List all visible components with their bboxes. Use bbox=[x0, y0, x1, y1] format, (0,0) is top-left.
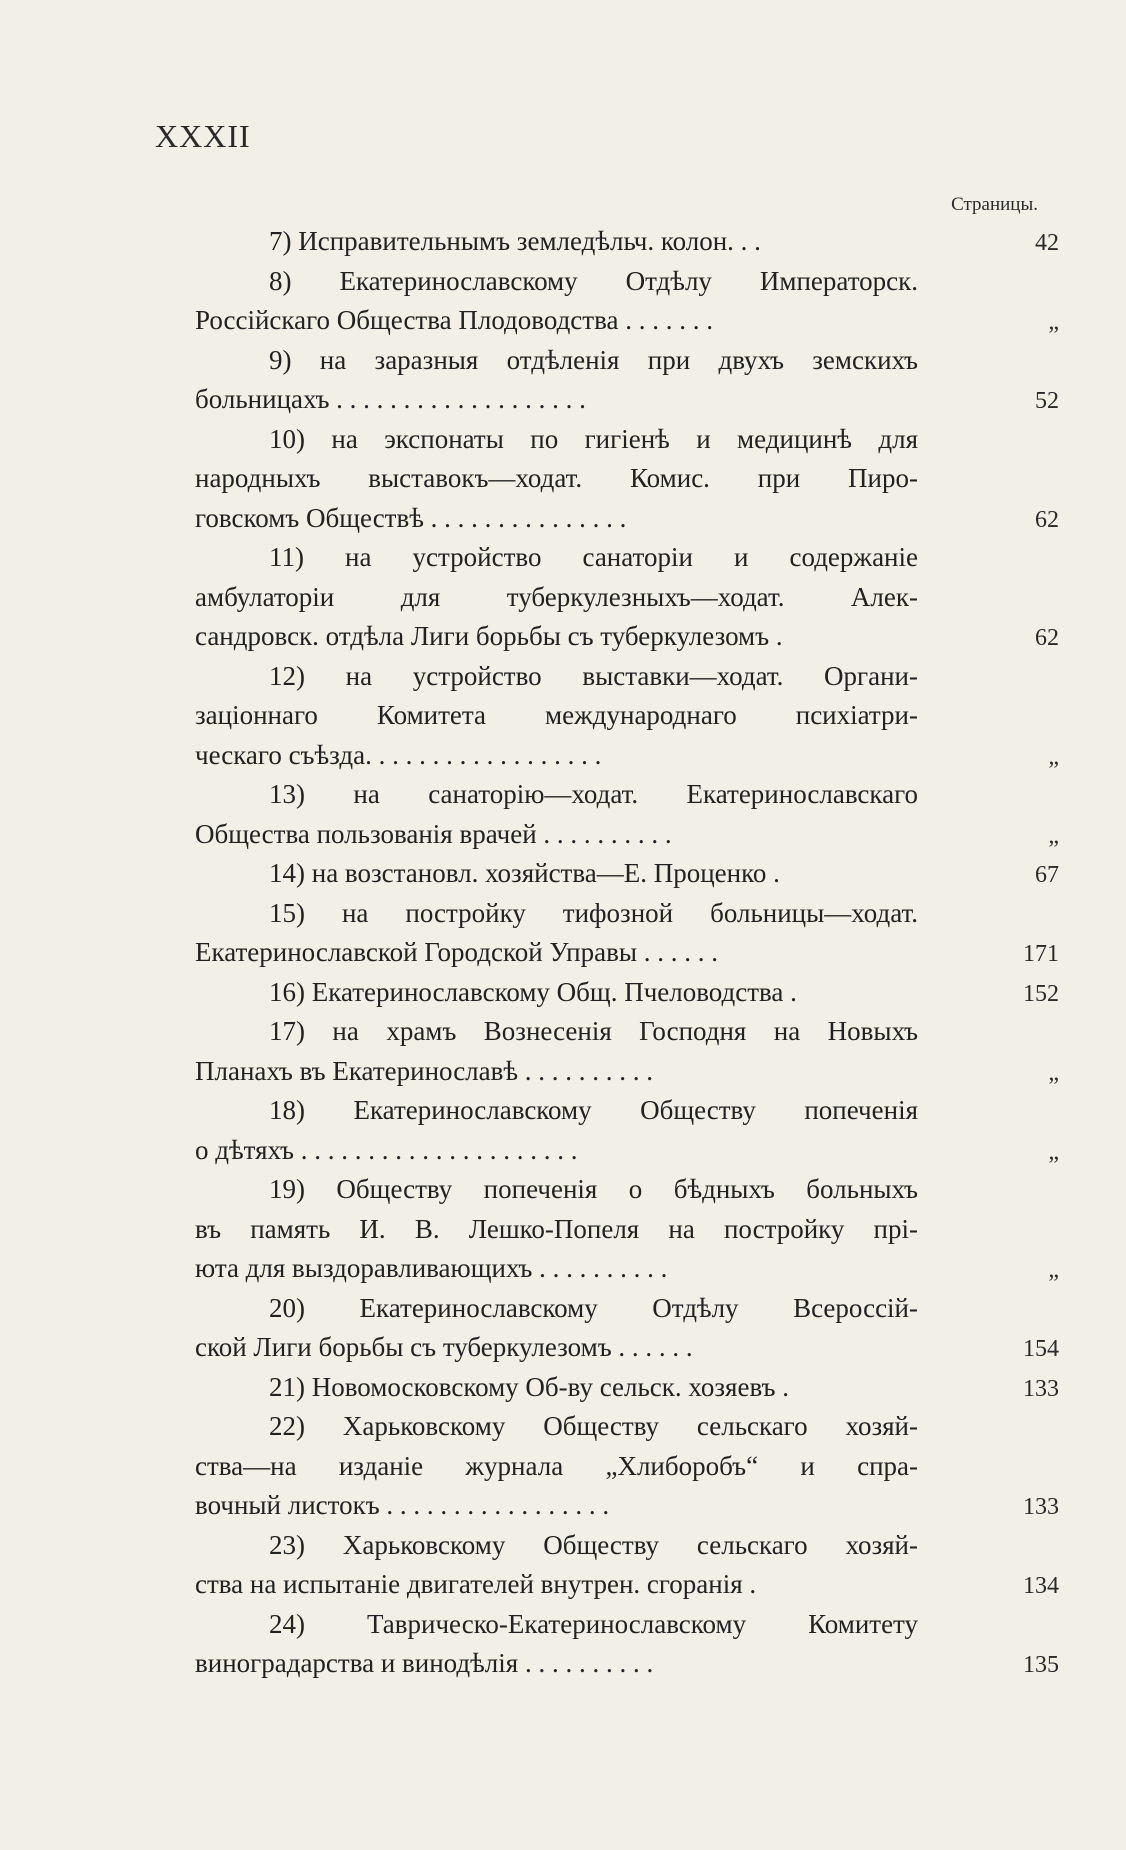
entry-text: 22) Харьковскому Обществу сельскаго хозяй- bbox=[269, 1411, 918, 1441]
page-reference: 52 bbox=[1035, 388, 1059, 414]
pages-column-header: Страницы. bbox=[951, 194, 1038, 215]
index-entry-line bbox=[195, 266, 1059, 306]
entry-text: о дѣтяхъ . . . . . . . . . . . . . . . . . . . . . bbox=[195, 1134, 578, 1165]
entry-text: 14) на возстановл. хозяйства—Е. Проценко . bbox=[269, 858, 780, 888]
index-entry-line bbox=[195, 1490, 1059, 1530]
index-entry-line bbox=[195, 1372, 1059, 1412]
index-entry-line bbox=[195, 661, 1059, 701]
entry-text: 23) Харьковскому Обществу сельскаго хозяй- bbox=[269, 1529, 918, 1560]
entry-text: 9) на заразныя отдѣленія при двухъ земскихъ bbox=[269, 344, 918, 375]
index-entry-line bbox=[195, 542, 1059, 582]
entry-text: юта для выздоравливающихъ . . . . . . . . . . bbox=[195, 1253, 668, 1283]
page-reference: 135 bbox=[1023, 1652, 1059, 1678]
page-reference: 42 bbox=[1035, 230, 1059, 256]
index-entry-line bbox=[195, 1530, 1059, 1570]
page-reference: „ bbox=[1048, 1257, 1059, 1283]
index-entry-line bbox=[195, 1648, 1059, 1688]
page-reference: „ bbox=[1048, 822, 1059, 849]
entry-text: 17) на храмъ Вознесенія Господня на Новыхъ bbox=[269, 1016, 918, 1046]
entry-text: 18) Екатеринославскому Обществу попеченія bbox=[269, 1095, 918, 1125]
index-entry-line bbox=[195, 898, 1059, 938]
entry-text: ства—на изданіе журнала „Хлиборобъ“ и спра- bbox=[195, 1450, 918, 1481]
entry-text: ства на испытаніе двигателей внутрен. сгоранія . bbox=[195, 1569, 757, 1599]
page-reference: 154 bbox=[1023, 1336, 1059, 1362]
index-entry-line bbox=[195, 463, 1059, 503]
index-entry-line bbox=[195, 503, 1059, 543]
index-entry-line bbox=[195, 1609, 1059, 1649]
entry-text: 10) на экспонаты по гигіенѣ и медицинѣ для bbox=[269, 423, 918, 454]
page-reference: „ bbox=[1048, 1059, 1059, 1086]
index-entry-line bbox=[195, 1174, 1059, 1214]
index-entry-line bbox=[195, 977, 1059, 1017]
page-reference: 134 bbox=[1023, 1573, 1059, 1599]
index-entry-line bbox=[195, 779, 1059, 819]
index-entry-line bbox=[195, 700, 1059, 740]
index-entry-line bbox=[195, 1214, 1059, 1254]
entry-text: говскомъ Обществѣ . . . . . . . . . . . . . . . bbox=[195, 502, 627, 533]
page-number: XXXII bbox=[155, 118, 251, 154]
index-entries bbox=[195, 226, 1059, 1688]
entry-text: 7) Исправительнымъ земледѣльч. колон. . . bbox=[269, 226, 761, 256]
entry-text: народныхъ выставокъ—ходат. Комис. при Пиро- bbox=[195, 463, 918, 493]
page-reference: „ bbox=[1048, 309, 1059, 335]
index-entry-line bbox=[195, 1332, 1059, 1372]
index-entry-line bbox=[195, 1135, 1059, 1175]
index-entry-line bbox=[195, 937, 1059, 977]
index-entry-line bbox=[195, 1293, 1059, 1333]
page-reference: 133 bbox=[1023, 1494, 1059, 1520]
page-reference: 152 bbox=[1023, 980, 1059, 1007]
page-reference: 171 bbox=[1023, 941, 1059, 967]
index-entry-line bbox=[195, 226, 1059, 266]
entry-text: 13) на санаторію—ходат. Екатеринославскаго bbox=[269, 779, 918, 809]
index-entry-line bbox=[195, 621, 1059, 661]
entry-text: сандровск. отдѣла Лиги борьбы съ туберкулезомъ . bbox=[195, 621, 783, 651]
index-entry-line bbox=[195, 1016, 1059, 1056]
entry-text: Планахъ въ Екатеринославѣ . . . . . . . . . . bbox=[195, 1055, 654, 1086]
index-entry-line bbox=[195, 819, 1059, 859]
entry-text: Россійскаго Общества Плодоводства . . . . . . . bbox=[195, 305, 713, 335]
page-reference: 62 bbox=[1035, 506, 1059, 533]
entry-text: въ память И. В. Лешко-Попеля на постройку прі- bbox=[195, 1213, 918, 1244]
index-entry-line bbox=[195, 740, 1059, 780]
entry-text: ческаго съѣзда. . . . . . . . . . . . . . . . . . bbox=[195, 739, 602, 770]
index-entry-line bbox=[195, 305, 1059, 345]
entry-text: 20) Екатеринославскому Отдѣлу Всероссій- bbox=[269, 1292, 918, 1323]
entry-text: ской Лиги борьбы съ туберкулезомъ . . . . . . bbox=[195, 1332, 693, 1362]
index-entry-line bbox=[195, 1411, 1059, 1451]
index-entry-line bbox=[195, 1569, 1059, 1609]
entry-text: 12) на устройство выставки—ходат. Органи- bbox=[269, 660, 918, 691]
entry-text: 11) на устройство санаторіи и содержаніе bbox=[269, 542, 918, 572]
entry-text: амбулаторіи для туберкулезныхъ—ходат. Алек- bbox=[195, 581, 918, 612]
entry-text: 19) Обществу попеченія о бѣдныхъ больныхъ bbox=[269, 1174, 918, 1204]
entry-text: 8) Екатеринославскому Отдѣлу Императорск. bbox=[269, 265, 918, 296]
index-entry-line bbox=[195, 1253, 1059, 1293]
index-entry-line bbox=[195, 1095, 1059, 1135]
entry-text: вочный листокъ . . . . . . . . . . . . . . . . . bbox=[195, 1490, 610, 1520]
index-entry-line bbox=[195, 1451, 1059, 1491]
page-reference: 62 bbox=[1035, 625, 1059, 651]
entry-text: 24) Таврическо-Екатеринославскому Комитету bbox=[269, 1608, 918, 1639]
page-reference: „ bbox=[1048, 1138, 1059, 1165]
page-reference: 133 bbox=[1023, 1375, 1059, 1402]
entry-text: Екатеринославской Городской Управы . . . . . . bbox=[195, 937, 718, 967]
entry-text: 21) Новомосковскому Об-ву сельск. хозяевъ . bbox=[269, 1371, 789, 1402]
entry-text: 15) на постройку тифозной больницы—ходат. bbox=[269, 897, 918, 928]
index-entry-line bbox=[195, 345, 1059, 385]
page-reference: „ bbox=[1048, 743, 1059, 770]
entry-text: виноградарства и винодѣлія . . . . . . . . . . bbox=[195, 1648, 654, 1678]
page-reference: 67 bbox=[1035, 862, 1059, 888]
entry-text: больницахъ . . . . . . . . . . . . . . . . . . . bbox=[195, 384, 586, 414]
index-entry-line bbox=[195, 384, 1059, 424]
entry-text: 16) Екатеринославскому Общ. Пчеловодства . bbox=[269, 976, 797, 1007]
index-entry-line bbox=[195, 582, 1059, 622]
entry-text: заціоннаго Комитета международнаго психіатри- bbox=[195, 700, 918, 730]
index-entry-line bbox=[195, 858, 1059, 898]
index-entry-line bbox=[195, 424, 1059, 464]
entry-text: Общества пользованія врачей . . . . . . . . . . bbox=[195, 818, 672, 849]
index-entry-line bbox=[195, 1056, 1059, 1096]
